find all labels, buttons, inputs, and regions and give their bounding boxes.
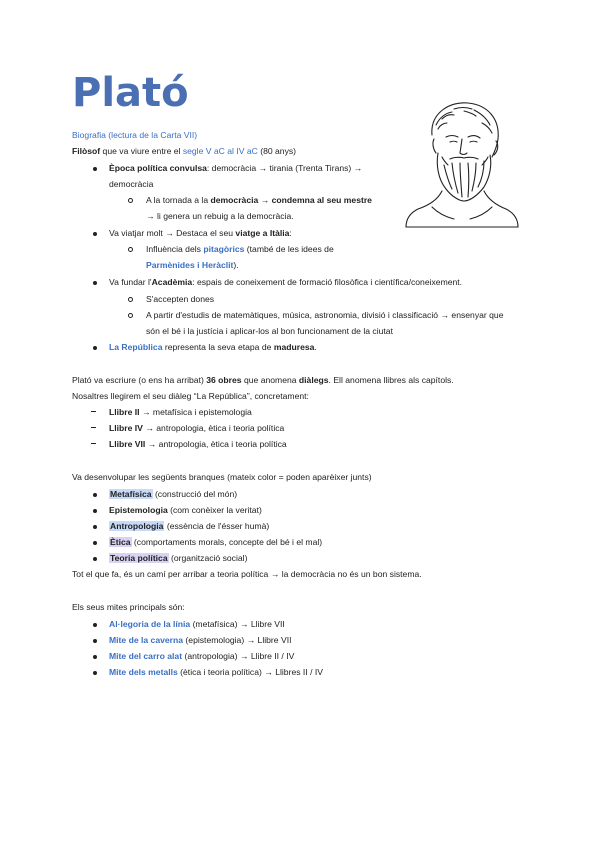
text: → antropologia, ètica i teoria política — [142, 423, 285, 433]
myths-intro: Els seus mites principals són: — [72, 602, 185, 612]
text-bold: Llibre IV — [109, 423, 143, 433]
bio-line-philosopher — [72, 145, 296, 157]
bio-item-travel — [109, 227, 292, 239]
bio-subitem-studies: A partir d'estudis de matemàtiques, música, astronomia, divisió i classificació → ensenyar que — [146, 310, 504, 320]
branches-intro: Va desenvolupar les següents branques (mateix color = poden aparèixer junts) — [72, 472, 372, 482]
text: (com conèixer la veritat) — [167, 505, 262, 515]
text-bold: Època política convulsa — [109, 163, 207, 173]
text: → metafísica i epistemologia — [139, 407, 252, 417]
text-highlight: Metafísica — [110, 489, 152, 499]
text-bold: diàlegs — [298, 375, 329, 385]
text: (comportaments morals, concepte del bé i el mal) — [131, 537, 323, 547]
branch-item — [109, 552, 247, 564]
bio-item-republic — [109, 341, 317, 353]
branch-item — [109, 504, 262, 516]
text: A la tornada a la — [146, 195, 211, 205]
bio-subitem-influence-cont — [146, 259, 239, 271]
text-bold: viatge a Itàlia — [235, 228, 290, 238]
text: (essència de l'ésser humà) — [164, 521, 270, 531]
bio-subitem-return — [146, 194, 372, 206]
text: → antropologia, ètica i teoria política — [145, 439, 287, 449]
text-highlight: Parmènides i Heràclit — [146, 260, 234, 270]
text-bold: condemna al seu mestre — [271, 195, 372, 205]
bio-item-political-era — [109, 162, 362, 174]
branch-item — [109, 520, 269, 532]
text: que anomena — [241, 375, 299, 385]
dash-bullet — [91, 443, 96, 444]
text: . Ell anomena llibres als capítols. — [328, 375, 454, 385]
text-highlight: La República — [109, 342, 163, 352]
text: → — [258, 195, 272, 205]
works-item — [109, 422, 284, 434]
text: que va viure entre el — [100, 146, 183, 156]
works-item — [109, 406, 252, 418]
text-highlight: Mite del carro alat — [109, 651, 183, 661]
myth-item — [109, 666, 323, 678]
sub-bullet — [128, 247, 133, 252]
text-bold: 36 obres — [206, 375, 242, 385]
myth-item — [109, 618, 285, 630]
text: (construcció del món) — [152, 489, 238, 499]
text-highlight: Antropologia — [110, 521, 164, 531]
sub-bullet — [128, 313, 133, 318]
text: representa la seva etapa de — [162, 342, 274, 352]
text: Influència dels — [146, 244, 204, 254]
works-item — [109, 438, 287, 450]
myth-item — [109, 650, 294, 662]
text: ). — [233, 260, 239, 270]
text: . — [314, 342, 317, 352]
text: (ètica i teoria política) → Llibres II / IV — [177, 667, 323, 677]
text-bold: Acadèmia — [151, 277, 193, 287]
bullet — [93, 623, 97, 627]
text: Plató va escriure (o ens ha arribat) — [72, 375, 207, 385]
myth-item — [109, 634, 291, 646]
bullet — [93, 639, 97, 643]
text-highlight: Ètica — [110, 537, 131, 547]
text: : — [289, 228, 292, 238]
works-line-1 — [72, 374, 454, 386]
text: (80 anys) — [257, 146, 297, 156]
bullet — [93, 167, 97, 171]
text: Va fundar l' — [109, 277, 152, 287]
branch-item — [109, 536, 322, 548]
text: (antropologia) → Llibre II / IV — [182, 651, 295, 661]
sub-bullet — [128, 198, 133, 203]
bullet — [93, 655, 97, 659]
text-highlight: Al·legoria de la línia — [109, 619, 191, 629]
text-bold: maduresa — [273, 342, 315, 352]
branches-outro: Tot el que fa, és un camí per arribar a teoria política → la democràcia no és un bon sistema. — [72, 569, 422, 579]
dash-bullet — [91, 411, 96, 412]
text: : democràcia → tirania (Trenta Tirans) → — [206, 163, 363, 173]
works-line-2: Nosaltres llegirem el seu diàleg “La República”, concretament: — [72, 391, 309, 401]
bullet — [93, 281, 97, 285]
bio-subitem-studies-cont: són el bé i la justícia i aplicar-los al bon funcionament de la ciutat — [146, 326, 393, 336]
bullet — [93, 557, 97, 561]
sub-bullet — [128, 297, 133, 302]
dash-bullet — [91, 427, 96, 428]
bio-subitem-women: S'accepten dones — [146, 294, 215, 304]
text-highlight: Mite dels metalls — [109, 667, 178, 677]
bullet — [93, 346, 97, 350]
text-bold: Epistemologia — [109, 505, 168, 515]
text: (organització social) — [168, 553, 248, 563]
bullet — [93, 232, 97, 236]
bullet — [93, 525, 97, 529]
bio-subitem-return-cont: → li genera un rebuig a la democràcia. — [146, 211, 294, 221]
bullet — [93, 509, 97, 513]
bullet — [93, 671, 97, 675]
text-bold: Llibre II — [109, 407, 140, 417]
text-bold: Llibre VII — [109, 439, 146, 449]
plato-bust-illustration — [402, 95, 522, 235]
bio-subitem-influence — [146, 243, 334, 255]
text-highlight: segle V aC al IV aC — [182, 146, 258, 156]
biography-heading: Biografia (lectura de la Carta VII) — [72, 130, 198, 140]
text: : espais de coneixement de formació filosòfica i científica/coneixement. — [192, 277, 463, 287]
page-title: Plató — [72, 70, 189, 116]
text-bold: democràcia — [210, 195, 259, 205]
branch-item — [109, 488, 237, 500]
text-highlight: pitagòrics — [203, 244, 245, 254]
text-bold: Filòsof — [72, 146, 101, 156]
text-highlight: Teoria política — [110, 553, 168, 563]
text: (també de les idees de — [244, 244, 334, 254]
bullet — [93, 541, 97, 545]
bio-item-academy — [109, 276, 462, 288]
text: Va viatjar molt → Destaca el seu — [109, 228, 236, 238]
text: (metafísica) → Llibre VII — [190, 619, 285, 629]
text-highlight: Mite de la caverna — [109, 635, 184, 645]
bullet — [93, 493, 97, 497]
text: (epistemologia) → Llibre VII — [183, 635, 292, 645]
bio-item-political-era-cont: democràcia — [109, 179, 154, 189]
